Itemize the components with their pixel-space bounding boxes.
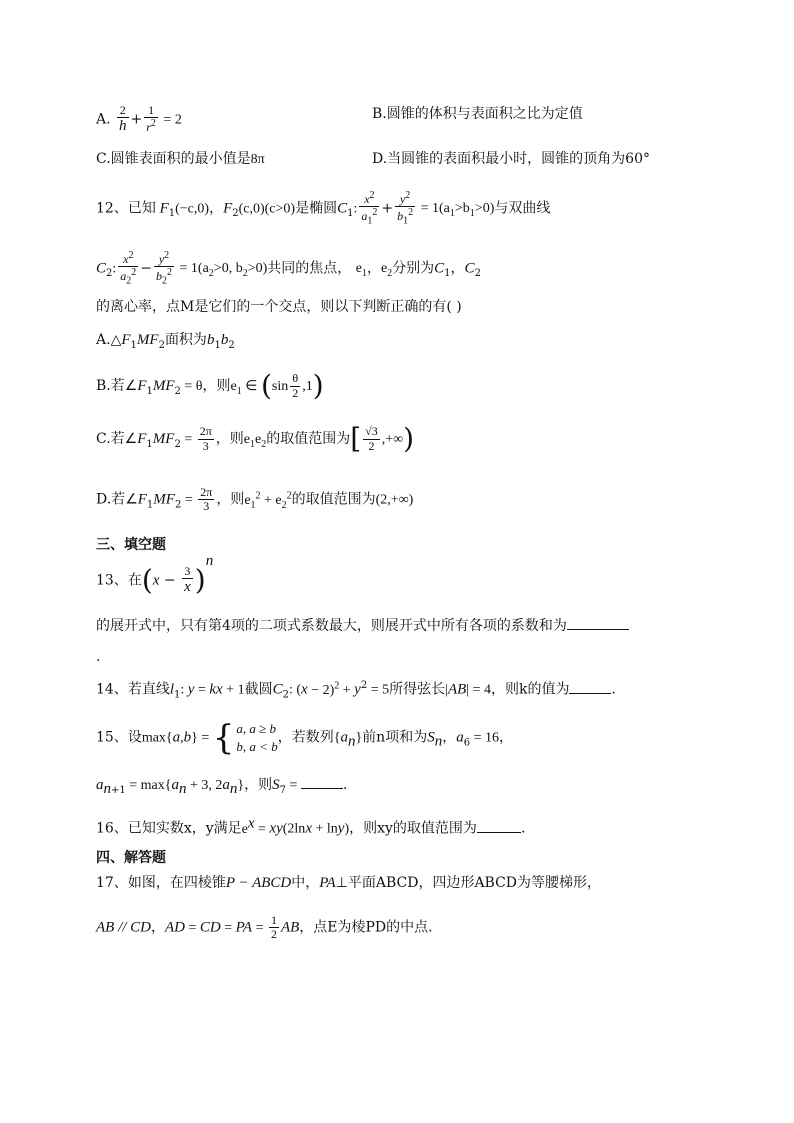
fraction: 3 x [184, 564, 191, 596]
text: ， [442, 729, 457, 746]
question-number: 15、设 [96, 729, 142, 746]
q12-option-a: $A.\triangle F_1MF_2$面积为$b_1b_2$ [96, 332, 235, 351]
text: 的展开式中，只有第4项的二项式系数最大，则展开式中所有各项的系数和为 [96, 618, 567, 634]
text: 与双曲线 [494, 200, 551, 217]
text: 截圆 [244, 681, 273, 698]
question-number: 17、如图，在四棱锥 [96, 875, 226, 891]
fraction: $\frac{2\pi}{3}$ [199, 424, 212, 453]
question-number: 14、若直线 [96, 681, 170, 698]
q11-option-c [96, 152, 265, 167]
q12-option-d: D.若$\angle F_1MF_2$ = $\frac{2\pi}{3}$ ，则$e_1^2 + e_2^2$的取值范围为(2,+∞) [96, 485, 414, 514]
q11-option-b: B.圆锥的体积与表面积之比为定值 [372, 106, 583, 122]
q13-line2 [96, 619, 629, 633]
answer-blank[interactable] [569, 692, 611, 694]
text: ，若数列 [277, 729, 334, 746]
q12-option-c: C.若$\angle F_1MF_2$ = $\frac{2\pi}{3}$ ，则$e_1e_2$的取值范围为[ $\frac{√3}{2}$ ,+∞) [96, 422, 415, 455]
option-label: C.若 [96, 431, 125, 447]
fraction: $\frac{1}{r^2}$ [146, 103, 156, 135]
fraction: $\frac{2\pi}{3}$ [200, 485, 213, 514]
fraction: $\frac{√3}{2}$ [365, 424, 378, 453]
answer-blank[interactable] [567, 628, 629, 630]
text: 前n项和为 [362, 729, 428, 746]
q12-line2: $C_2$: $\frac{x^2}{a_2^2}$ − $\frac{y^2}{b_2^2}$ = $1(a_2>0$, $b_2>0$)共同的焦点， $e_1$，$e_2$分别为$C_1$，$C_2$ [96, 250, 481, 287]
piecewise-brace: { a, a ≥ b b, a < b [212, 717, 278, 758]
text: ，则xy的取值范围为 [349, 820, 477, 837]
q13-line1: 13、在(x − 3 x )$^n$ [96, 552, 214, 597]
option-value: 8π [250, 152, 265, 167]
q15-line1: 15、设max{a,b} = { a, a ≥ b b, a < b ，若数列$\{a_n\}$前n项和为$S_n$，$a_6 = 16$， [96, 717, 513, 758]
text: ，则 [244, 777, 273, 793]
text: 的取值范围为 [266, 431, 351, 447]
text: ，则 [216, 491, 245, 508]
q14-line: 14、若直线$l_1$: y = kx + 1截圆$C_2$: $(x - 2)^2 + y^2 = 5$所得弦长|AB| = 4，则k的值为 . [96, 680, 616, 701]
text: ，则k的值为 [490, 681, 570, 698]
text: 所得弦长 [389, 681, 446, 698]
q12-option-b: B.若$\angle F_1MF_2 = \theta$，则$e_1$ ∈ (sin $\frac{\theta}{2}$ ,1) [96, 369, 324, 402]
fraction: $\frac{x^2}{a_2^2}$ [120, 250, 137, 287]
text: 的取值范围为 [291, 491, 376, 508]
text: 分别为 [392, 260, 435, 277]
q17-line2: AB // CD，AD = CD = PA = $\frac{1}{2}$ AB，点E为棱PD的中点. [96, 913, 433, 942]
fraction: $\frac{y^2}{b_1^2}$ [397, 190, 414, 227]
fraction: $\frac{y^2}{b_2^2}$ [156, 250, 173, 287]
text: 面积为 [164, 332, 207, 348]
fraction: $\frac{\theta}{2}$ [292, 371, 299, 400]
q12-line3: 的离心率，点M是它们的一个交点，则以下判断正确的有( ) [96, 299, 462, 315]
text: 中， [291, 875, 320, 891]
fraction: $\frac{x^2}{a_1^2}$ [361, 190, 378, 227]
answer-blank[interactable] [301, 787, 343, 789]
q11-option-d: D.当圆锥的表面积最小时，圆锥的顶角为60° [372, 151, 650, 167]
text: 是椭圆 [295, 200, 338, 217]
q16-line: 16、已知实数x，y满足$e^x = xy(2\ln x + \ln y)$，则xy的取值范围为 . [96, 815, 526, 837]
q15-line2: $a_{n+1} = \max\{a_n + 3$, $2a_n$}，则$S_7$ = . [96, 777, 348, 797]
text: ，则 [215, 431, 244, 447]
section-answer: 四、解答题 [96, 850, 166, 866]
fraction: $\frac{1}{2}$ [270, 913, 277, 942]
fraction: 2 h [119, 103, 127, 135]
section-fill-in: 三、填空题 [96, 537, 166, 553]
question-number: 13、在 [96, 572, 142, 589]
option-label: A. [96, 111, 111, 128]
text: 共同的焦点， [267, 260, 352, 277]
text: ，则 [202, 378, 231, 394]
option-label: A. [96, 332, 111, 348]
q12-line1: 12、已知 $F_1(-c,0)$，$F_2(c,0)(c>0)$是椭圆$C_1$: $\frac{x^2}{a_1^2}$ + $\frac{y^2}{b_1^2}$ = $1(a_1>b_1>0)$与双曲线 [96, 190, 551, 227]
option-label: D.若 [96, 491, 126, 508]
q17-line1: 17、如图，在四棱锥P − ABCD中，PA⊥平面ABCD，四边形ABCD为等腰梯形， [96, 875, 602, 891]
option-label: B.若 [96, 378, 125, 394]
q13-period: . [96, 649, 101, 665]
question-number: 12、已知 [96, 200, 156, 217]
option-text: C.圆锥表面积的最小值是 [96, 151, 251, 167]
text: ，点E为棱PD的中点. [299, 919, 433, 936]
text: 平面ABCD，四边形ABCD为等腰梯形， [347, 875, 602, 891]
question-number: 16、已知实数x，y满足 [96, 820, 242, 837]
q11-option-a: A. 2 h + $\frac{1}{r^2}$ = 2 [96, 103, 182, 135]
answer-blank[interactable] [477, 831, 521, 833]
